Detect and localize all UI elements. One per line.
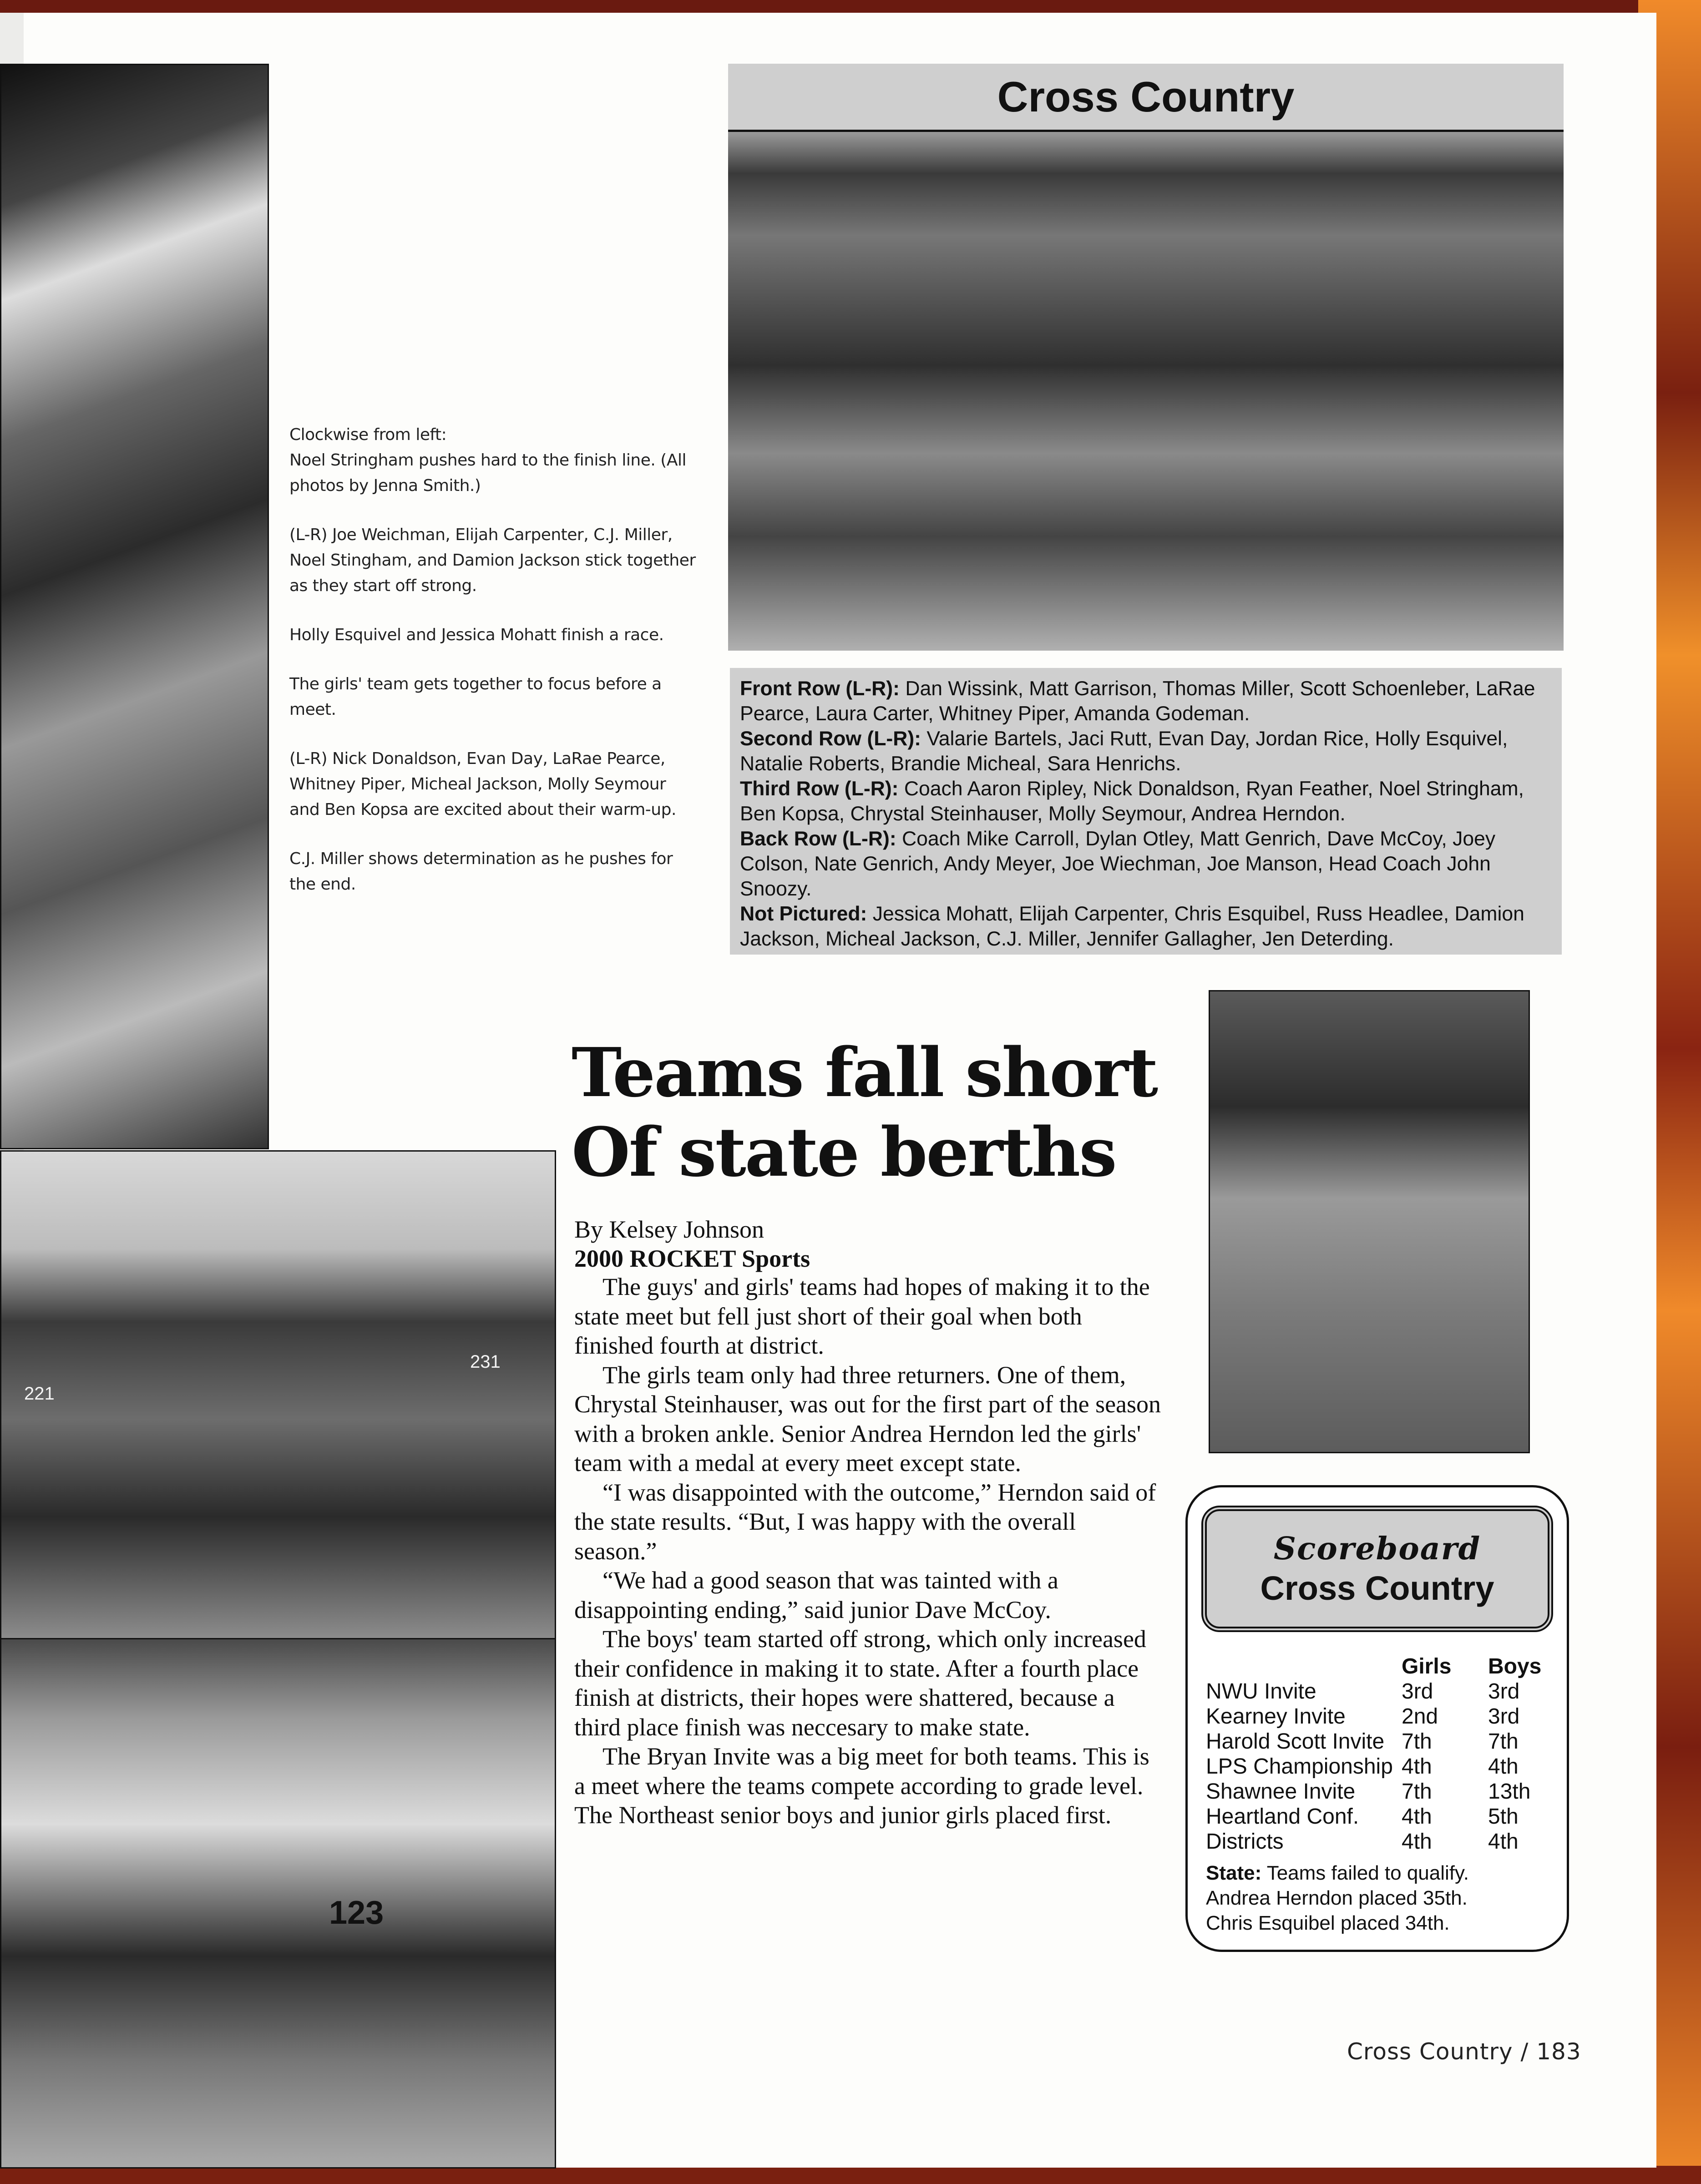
table-row bbox=[1206, 1704, 1561, 1729]
photo-girl-runner bbox=[0, 1638, 556, 2169]
cell-girls: 4th bbox=[1402, 1830, 1432, 1854]
roster-caption bbox=[730, 668, 1562, 955]
table-row bbox=[1206, 1829, 1561, 1854]
caption: (L-R) Nick Donaldson, Evan Day, LaRae Pearce, Whitney Piper, Micheal Jackson, Molly Seymour and Ben Kopsa are excited about their warm-up. bbox=[289, 749, 676, 819]
roster-row: Back Row (L-R): Coach Mike Carroll, Dylan Otley, Matt Genrich, Dave McCoy, Joey Colson, Nate Genrich, Andy Meyer, Joe Wiechman, Joe Manson, Head Coach John Snoozy. bbox=[740, 828, 1496, 900]
cell-meet: LPS Championship bbox=[1206, 1754, 1393, 1779]
article-headline: Teams fall short Of state berths bbox=[572, 1033, 1157, 1192]
cell-meet: Kearney Invite bbox=[1206, 1704, 1346, 1729]
cell-meet: Heartland Conf. bbox=[1206, 1805, 1359, 1829]
column-header bbox=[1206, 1654, 1402, 1679]
caption: The girls' team gets together to focus before a meet. bbox=[289, 675, 662, 719]
table-row bbox=[1206, 1804, 1561, 1829]
photo-boys-start bbox=[0, 1150, 556, 1640]
article-paragraph: The boys' team started off strong, which only increased their confidence in making it to state. After a fourth place finish at districts, their hopes were shattered, because a third place finish was neccesary to make state. bbox=[574, 1625, 1146, 1741]
cell-meet: Districts bbox=[1206, 1830, 1284, 1854]
photo-rocket-mascot bbox=[1209, 990, 1530, 1453]
cell-girls: 4th bbox=[1402, 1805, 1432, 1829]
author: By Kelsey Johnson bbox=[574, 1216, 764, 1243]
photo-captions bbox=[289, 422, 699, 921]
article-paragraph: The guys' and girls' teams had hopes of making it to the state meet but fell just short of their goal when both finished fourth at district. bbox=[574, 1273, 1150, 1359]
cell-girls: 3rd bbox=[1402, 1679, 1433, 1704]
section-title: Cross Country bbox=[997, 72, 1295, 121]
cell-boys: 13th bbox=[1488, 1780, 1531, 1804]
photo-runner-finish-line bbox=[0, 64, 269, 1149]
cell-girls: 4th bbox=[1402, 1754, 1432, 1779]
note: Chris Esquibel placed 34th. bbox=[1206, 1912, 1450, 1934]
roster-row: Not Pictured: Jessica Mohatt, Elijah Carpenter, Chris Esquibel, Russ Headlee, Damion Jackson, Micheal Jackson, C.J. Miller, Jennifer Gallagher, Jen Deterding. bbox=[740, 903, 1524, 950]
article-paragraph: The Bryan Invite was a big meet for both teams. This is a meet where the teams compete according to grade level. The Northeast senior boys and junior girls placed first. bbox=[574, 1743, 1149, 1829]
caption: Clockwise from left: Noel Stringham pushes hard to the finish line. (All photos by Jenna Smith.) bbox=[289, 425, 686, 495]
bib-number: 221 bbox=[24, 1384, 55, 1404]
cell-girls: 7th bbox=[1402, 1729, 1432, 1754]
cell-boys: 7th bbox=[1488, 1729, 1519, 1754]
roster-row: Third Row (L-R): Coach Aaron Ripley, Nick Donaldson, Ryan Feather, Noel Stringham, Ben Kopsa, Chrystal Steinhauser, Molly Seymour, Andrea Herndon. bbox=[740, 778, 1524, 825]
state-result: State: Teams failed to qualify. bbox=[1206, 1862, 1469, 1884]
publication: 2000 ROCKET Sports bbox=[574, 1245, 810, 1272]
caption: (L-R) Joe Weichman, Elijah Carpenter, C.J. Miller, Noel Stingham, and Damion Jackson stick together as they start off strong. bbox=[289, 526, 696, 595]
caption: Holly Esquivel and Jessica Mohatt finish a race. bbox=[289, 626, 664, 644]
article-byline bbox=[574, 1215, 810, 1273]
table-row bbox=[1206, 1754, 1561, 1779]
column-header: Girls bbox=[1402, 1654, 1452, 1678]
section-header bbox=[728, 64, 1564, 134]
binder-edge-bottom bbox=[0, 2166, 1701, 2184]
scoreboard-subtitle: Cross Country bbox=[1260, 1569, 1494, 1607]
column-header: Boys bbox=[1488, 1654, 1542, 1678]
scoreboard-header bbox=[1201, 1506, 1553, 1632]
roster-row: Second Row (L-R): Valarie Bartels, Jaci Rutt, Evan Day, Jordan Rice, Holly Esquivel, Natalie Roberts, Brandie Micheal, Sara Henrichs. bbox=[740, 728, 1508, 775]
cell-meet: Shawnee Invite bbox=[1206, 1780, 1356, 1804]
cell-girls: 7th bbox=[1402, 1780, 1432, 1804]
scoreboard-table bbox=[1206, 1654, 1561, 1854]
cell-boys: 3rd bbox=[1488, 1704, 1520, 1729]
cell-boys: 4th bbox=[1488, 1754, 1519, 1779]
bib-number: 231 bbox=[470, 1352, 501, 1372]
article-body bbox=[574, 1272, 1161, 1830]
article-paragraph: “We had a good season that was tainted with a disappointing ending,” said junior Dave McCoy. bbox=[574, 1567, 1058, 1623]
table-row bbox=[1206, 1729, 1561, 1754]
bib-number: 123 bbox=[329, 1895, 384, 1931]
cell-meet: NWU Invite bbox=[1206, 1679, 1316, 1704]
scoreboard-title: Scoreboard bbox=[1273, 1530, 1481, 1567]
cell-boys: 3rd bbox=[1488, 1679, 1520, 1704]
table-row bbox=[1206, 1779, 1561, 1804]
scoreboard-box bbox=[1185, 1485, 1569, 1952]
table-row bbox=[1206, 1679, 1561, 1704]
scoreboard-notes bbox=[1206, 1860, 1561, 1936]
page-folio: Cross Country / 183 bbox=[1347, 2038, 1581, 2065]
roster-row: Front Row (L-R): Dan Wissink, Matt Garrison, Thomas Miller, Scott Schoenleber, LaRae Pearce, Laura Carter, Whitney Piper, Amanda Godeman. bbox=[740, 677, 1535, 725]
cell-meet: Harold Scott Invite bbox=[1206, 1729, 1385, 1754]
article-paragraph: “I was disappointed with the outcome,” Herndon said of the state results. “But, I was happy with the overall season.” bbox=[574, 1478, 1156, 1565]
article-paragraph: The girls team only had three returners. One of them, Chrystal Steinhauser, was out for the first part of the season with a broken ankle. Senior Andrea Herndon led the girls' team with a medal at every meet except state. bbox=[574, 1361, 1161, 1476]
cell-boys: 4th bbox=[1488, 1830, 1519, 1854]
photo-team-group bbox=[728, 132, 1564, 651]
caption: C.J. Miller shows determination as he pushes for the end. bbox=[289, 849, 673, 894]
cell-boys: 5th bbox=[1488, 1805, 1519, 1829]
note: Andrea Herndon placed 35th. bbox=[1206, 1887, 1468, 1909]
cell-girls: 2nd bbox=[1402, 1704, 1438, 1729]
